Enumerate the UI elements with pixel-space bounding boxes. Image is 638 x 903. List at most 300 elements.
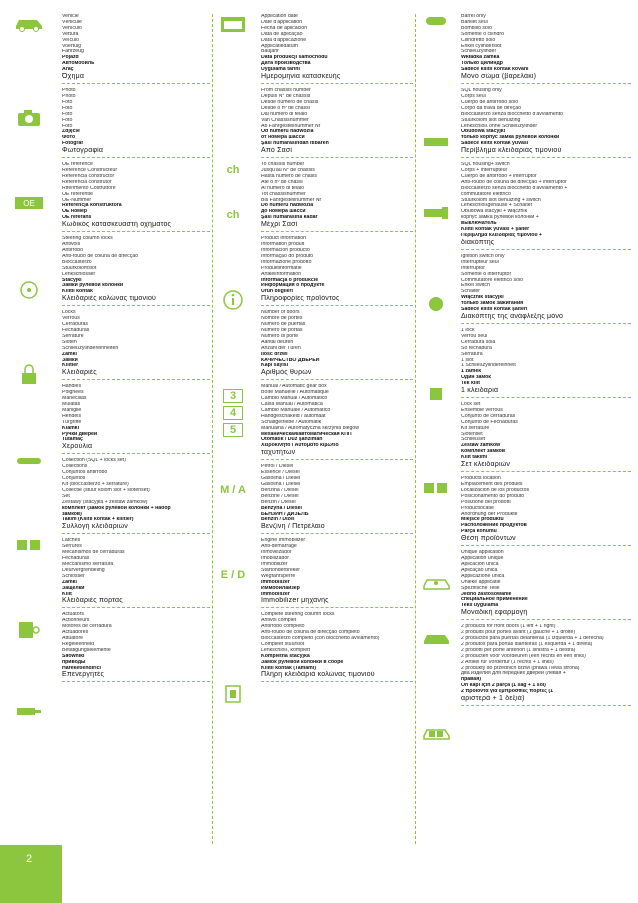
icon-label: E / D — [220, 569, 246, 581]
entry-line: Jedno zastosowanie — [461, 591, 512, 597]
entry-line: Дата производства — [261, 61, 311, 67]
entry-line: Διακόπτης της ανάφλεξης μόνο — [461, 312, 564, 320]
entry-line: Antivols — [62, 242, 81, 248]
entry-line: Benzyna / Diesel — [261, 505, 302, 511]
entry-line: Mecanismos de cerraduras — [62, 550, 125, 556]
entry-line: Hendels — [62, 413, 82, 419]
entry-line: Расположение продуктов — [461, 523, 527, 529]
entry-line: Cuerpo de antirrobo + interruptor — [461, 173, 537, 179]
entry-line: Baujahr — [261, 49, 279, 55]
entry-line: Manual / Automatic gear box — [261, 384, 327, 390]
entry-line: αριστερά + 1 δεξιά) — [461, 695, 525, 703]
entry-line: Imobilizador — [261, 556, 289, 562]
entry-line: Şasi numarasından itibaren — [261, 141, 329, 147]
entry-line: Σετ κλειδαριών — [461, 461, 511, 469]
entry-line: Lenkschloß ohne Schließzylinder — [461, 123, 538, 129]
entry-line: Bis Fahrgestellnummer Nr — [261, 197, 322, 203]
entry-line: Al numero di telaio — [261, 185, 304, 191]
entry-line: OE referentie — [62, 191, 93, 197]
entry-line: OE номер — [62, 209, 88, 215]
entry-line: Interruptor — [461, 265, 485, 271]
entry-line: БЕНЗИН / ДИЗЕЛЬ — [261, 511, 309, 517]
entry-line: Handles — [62, 384, 82, 390]
entry-line: Κωδικός κατασκευαστή οχήματος — [62, 221, 172, 229]
glossary-entry — [261, 88, 413, 158]
entry-line: Localización de los productos — [461, 487, 530, 493]
entry-line: Latches — [62, 538, 81, 544]
entry-line: Ön kapı için 2 parça (1 sağ + 1 sol) — [461, 683, 546, 689]
entry-line: Riferimento Costruttore — [62, 185, 116, 191]
entry-line: Startonderbreker — [261, 567, 300, 573]
entry-line: правая) — [461, 677, 481, 683]
entry-line: Collection (SQL + locks set) — [62, 458, 126, 464]
glossary-entry — [261, 384, 413, 460]
entry-line: Photo — [62, 88, 76, 94]
entry-line: Do numeru nadwozia — [261, 203, 314, 209]
entry-line: Gasolina / Diesel — [261, 476, 301, 482]
text-col-3 — [461, 14, 631, 710]
entry-line: Kompletna stacyjka — [261, 653, 310, 659]
entry-line: Somente o cilindro — [461, 31, 504, 37]
entry-line: Application date — [261, 14, 298, 19]
entry-line: Anordnung der Produkte — [461, 511, 518, 517]
entry-line: Θέση προϊόντων — [461, 535, 516, 543]
icon-label: M / A — [220, 484, 246, 496]
glossary-entry — [461, 476, 631, 546]
entry-line: Aplicación única — [461, 561, 499, 567]
entry-line: Takım (Kilitli kontak + kilitler) — [62, 517, 134, 523]
lock-icon — [12, 364, 46, 386]
entry-line: ταχυτήτων — [261, 449, 296, 457]
entry-line: Πλήρη κλειδαριά κολώνας τιμονιού — [261, 671, 375, 679]
entry-line: Επενεργητές — [62, 671, 105, 679]
entry-line: Schlösser — [62, 573, 85, 579]
entry-line: Lenkschlösser — [62, 271, 96, 277]
entry-line: Ürün bilgileri — [261, 289, 293, 295]
entry-line: Bloccasterzo — [62, 259, 92, 265]
entry-line: Pojazd — [62, 55, 79, 61]
entry-line: Foto — [62, 117, 73, 123]
entry-line: Μοναδική εφαρμογή — [461, 609, 528, 617]
entry-line: Sloten — [62, 339, 77, 345]
fuel-icon — [216, 569, 250, 581]
glossary-entry — [62, 538, 210, 608]
entry-line: Schließzylindereinheiten — [62, 345, 119, 351]
entry-line: Kit (bloccasterzo + serrature) — [62, 482, 129, 487]
entry-line: Cuerpo de antirrobo solo — [461, 99, 519, 105]
entry-line: Fecha de aplicación — [261, 25, 308, 31]
glossary-entry — [261, 612, 413, 682]
glossary-entry — [461, 14, 631, 84]
glossary-entry — [62, 162, 210, 232]
entry-line: Foto — [62, 99, 73, 105]
entry-line: Products location — [461, 476, 501, 482]
entry-line: Κλειδαριές κολώνας τιμονιού — [62, 295, 157, 303]
entry-line: Tek kilit — [461, 381, 480, 387]
entry-line: To chassis number — [261, 162, 305, 168]
entry-line: Caixa Manual / Automática — [261, 402, 323, 408]
entry-line: КАЧИЧЕСТВО ДВЕРЕЙ — [261, 357, 320, 363]
entry-line: Vettura — [62, 31, 79, 37]
entry-line: Vehículo — [62, 25, 82, 31]
entry-line: Product information — [261, 236, 306, 242]
entry-line: Ignition switch only — [461, 253, 505, 259]
entry-line: Foto — [62, 123, 73, 129]
entry-line: только замок зажигания — [461, 301, 524, 307]
entry-line: 1 Schließzylindereinheit — [461, 363, 516, 369]
entry-line: Χερούλια — [62, 443, 93, 451]
entry-line: Data d'applicazione — [261, 37, 307, 43]
entry-line: Commutatore elettrico solo — [461, 277, 523, 283]
entry-line: Informação do produto — [261, 253, 314, 259]
entry-line: SQL housing+ switch — [461, 162, 510, 168]
entry-line: Stacyjki — [62, 277, 82, 283]
entry-line: Serrures — [62, 544, 82, 550]
car-icon — [12, 14, 46, 32]
glossary-entry — [261, 464, 413, 534]
gearbox-icon — [216, 484, 250, 496]
entry-line: Obudowa stacyjki + włącznik — [461, 209, 528, 215]
glossary-entry — [62, 458, 210, 534]
entry-line: Lenkschloß, komplett — [261, 647, 311, 653]
entry-line: 1 lock — [461, 327, 475, 333]
entry-line: OE-Nummer — [62, 197, 92, 203]
entry-line: Enkel switch — [461, 283, 490, 289]
entry-line: Obudowa stacyjki — [461, 129, 506, 135]
entry-line: Иммобилайзер — [261, 585, 300, 591]
entry-line: Sadece kilitli kontak şalteri — [461, 307, 528, 313]
entry-line: Автомобиль — [62, 61, 95, 67]
door-count-icon — [216, 389, 250, 440]
entry-line: Miejsce produktu — [461, 517, 504, 523]
entry-line: приводы — [62, 659, 86, 665]
entry-line: Κλειδαριές — [62, 369, 97, 377]
entry-line: Benzin / Dizel — [261, 517, 295, 523]
entry-line: Desde número de chasis — [261, 99, 319, 105]
entry-line: Handgeschakeld / automaat — [261, 413, 326, 419]
entry-line: Zestawy (stacyjka + zestaw zamków) — [62, 499, 148, 505]
entry-line: Περίβλημα κλειδαριάς τιμονιού + — [461, 233, 542, 238]
entry-line: Şasi numarasına kadar — [261, 215, 318, 221]
entry-line: Essence / Diesel — [261, 470, 300, 476]
entry-line: Référence Constructeur — [62, 168, 118, 174]
entry-line: Conjunto de Fechaduras — [461, 419, 518, 425]
entry-line: Jusqu'au N° de chassis — [261, 168, 315, 174]
entry-line: Bloccasterzo completo (con blocchetto avviamento) — [261, 636, 380, 642]
entry-line: Véhicule — [62, 19, 82, 25]
text-col-2 — [261, 14, 413, 686]
barrel-icon — [419, 14, 453, 28]
entry-line: Artikelinformation — [261, 271, 302, 277]
divider-2 — [415, 14, 416, 844]
entry-line: Stuurkolomslot — [62, 265, 97, 271]
entry-line: Actionneurs — [62, 618, 90, 624]
info-icon — [216, 289, 250, 311]
entry-line: Συλλογή κλειδαριών — [62, 523, 129, 531]
entry-line: Benzin / Diesel — [261, 499, 296, 505]
glossary-entry — [261, 14, 413, 84]
entry-line: Corpo da trava de direção — [461, 105, 521, 111]
entry-line: Anzahl der Türen — [261, 345, 301, 351]
entry-line: Boîte Manuelle / Automatique — [261, 390, 329, 396]
entry-line: Cerradura sola — [461, 339, 496, 345]
entry-line: Data de aplicação — [261, 31, 303, 37]
glossary-entry — [62, 88, 210, 158]
entry-line: Barrel only — [461, 14, 486, 19]
entry-line: Schalter — [461, 289, 481, 295]
entry-line: Tekli uygulama — [461, 603, 499, 609]
entry-line: Enkel cylinderslot — [461, 43, 502, 49]
immobilizer-icon — [216, 684, 250, 704]
entry-line: Corps + interrupteur — [461, 168, 508, 174]
entry-line: Información producto — [261, 248, 310, 253]
entry-line: Anti-roubo de coluna de direcção + interruptor — [461, 179, 567, 185]
entry-line: 2 producten voor voordeuren (een rechts en een links) — [461, 653, 586, 659]
entry-line: Regeleenheid — [62, 641, 95, 647]
entry-line: Μόνο σώμα (βαρελάκι) — [461, 73, 537, 81]
entry-line: Cilindretto solo — [461, 37, 496, 43]
entry-line: Tot chassisnummer — [261, 191, 306, 197]
icon-label: ch — [226, 209, 240, 221]
entry-line: Voertuig — [62, 43, 82, 49]
entry-line: Parça konumu — [461, 529, 497, 535]
icon-label: ch — [226, 164, 240, 176]
entry-line: замков) — [62, 511, 82, 517]
entry-line: Zamki — [62, 351, 77, 357]
entry-line: 2 produits pour portes avant (1 gauche + 1 droite) — [461, 630, 576, 636]
entry-line: Tutamaç — [62, 437, 83, 443]
entry-line: Applicatiedatum — [261, 43, 298, 49]
entry-line: Número de puertas — [261, 322, 306, 328]
text-col-1 — [62, 14, 210, 686]
glossary-entry — [261, 236, 413, 306]
entry-line: Lock set — [461, 402, 481, 408]
entry-line: Date d'application — [261, 19, 303, 25]
entry-line: Stuurkolom slot behuizing — [461, 117, 521, 123]
entry-line: Schließzylinder — [461, 49, 497, 55]
entry-line: выключатель — [461, 221, 497, 227]
glossary-entry — [62, 612, 210, 682]
entry-line: 2 products for front doors (1 left + 1 right) — [461, 624, 556, 630]
entry-line: Από Σασί — [261, 147, 293, 155]
entry-line: Aantal deuren — [261, 339, 294, 345]
entry-line: Otomatik / Düz şanzıman — [261, 437, 323, 443]
entry-line: Ручки дверей — [62, 431, 98, 437]
entry-line: Maniglie — [62, 407, 82, 413]
entry-line: Foto — [62, 111, 73, 117]
entry-line: Até o nº de chassi — [261, 179, 303, 185]
entry-line: Slotenset — [461, 431, 483, 437]
entry-line: Desde o nº de chassi — [261, 105, 310, 111]
entry-line: Αριθμός θυρών — [261, 369, 312, 377]
entry-line: Conjuntos — [62, 476, 86, 482]
entry-line: 1 κλειδαριά — [461, 387, 499, 395]
entry-line: Od numeru nadwozia — [261, 129, 314, 135]
products-location-icon — [419, 574, 453, 592]
entry-line: διακόπτης — [461, 238, 495, 246]
entry-line: Informacja o produkcie — [261, 277, 319, 283]
entry-line: Antirrobo completo — [261, 624, 305, 630]
entry-line: Zestaw zamków — [461, 443, 501, 449]
entry-line: Engine Immobilizer — [261, 538, 306, 544]
entry-line: Attuatore — [62, 636, 84, 642]
entry-line: 2 productos para puertas delanteras (1 izquierda + 1 derecha) — [461, 636, 604, 642]
glossary-entry — [62, 310, 210, 380]
page-number-badge — [0, 845, 62, 903]
ignition-switch-icon — [419, 294, 453, 314]
entry-line: Fechaduras — [62, 556, 90, 562]
glossary-entry — [62, 384, 210, 454]
entry-line: Uygulama tarihi — [261, 67, 300, 73]
entry-line: Unique application — [461, 550, 504, 556]
entry-line: Immobilizer — [261, 561, 288, 567]
entry-line: два изделия для передних дверей (левая + — [461, 671, 566, 677]
entry-line: только корпус замка рулевой колонки — [461, 135, 560, 141]
entry-line: Actuadores — [62, 630, 89, 636]
entry-line: Collections — [62, 464, 88, 470]
entry-line: корпус замка рулевой колонки + — [461, 215, 539, 221]
entry-line: Araç — [62, 67, 74, 73]
entry-line: Fechaduras — [62, 327, 90, 333]
entry-line: Poignées — [62, 390, 84, 396]
entry-line: Número de portas — [261, 327, 303, 333]
entry-line: Πληροφορίες προϊόντος — [261, 295, 340, 303]
entry-line: Interrupteur seul — [461, 259, 499, 265]
entry-line: Klamki — [62, 425, 80, 431]
entry-line: Όχημα — [62, 73, 85, 81]
entry-line: 1 slot — [461, 357, 474, 363]
entry-line: Photo — [62, 93, 76, 99]
glossary-entry — [461, 402, 631, 472]
glossary-entry — [261, 538, 413, 608]
entry-line: 2 produkty do przednich drzwi (prawa i lewa strona) — [461, 665, 580, 671]
entry-line: Applicazione unica — [461, 573, 505, 579]
oe-reference-icon — [12, 194, 46, 212]
entry-line: Zamki — [62, 579, 77, 585]
entry-line: SQL housing only — [461, 88, 502, 94]
divider-1 — [212, 14, 213, 844]
entry-line: Manecillas — [62, 396, 87, 402]
entry-line: Türgriffe — [62, 419, 82, 425]
entry-line: Application unique — [461, 556, 504, 562]
glossary-entry — [461, 328, 631, 398]
entry-line: Actuators — [62, 612, 84, 618]
glossary-entry — [261, 310, 413, 380]
unique-application-icon — [419, 629, 453, 647]
entry-line: Lenkschloßgehäuse + Schalter — [461, 203, 533, 209]
entry-line: Sadece kilitli kontak kovanı — [461, 67, 529, 73]
entry-line: Kilitli kontak — [62, 289, 93, 295]
entry-line: Βενζίνη / Πετρέλαιο — [261, 523, 325, 531]
entry-line: Schließset — [461, 437, 486, 443]
entry-line: Hasta número de chasis — [261, 173, 317, 179]
latches-icon — [12, 619, 46, 641]
entry-line: Фото — [62, 135, 76, 141]
one-lock-icon — [419, 384, 453, 404]
entry-line: Steering column locks — [62, 236, 113, 242]
calendar-icon — [216, 14, 250, 34]
entry-line: Productlocatie — [461, 505, 494, 511]
entry-line: Corps seul — [461, 93, 486, 99]
entry-line: Kilit takımı — [461, 455, 488, 461]
entry-line: Produktinformatie — [261, 265, 302, 271]
entry-line: Περίβλημα κλειδαριάς τιμονιού — [461, 147, 562, 155]
entry-line: Защелки — [62, 585, 85, 591]
entry-line: Complete steering column locks — [261, 612, 335, 618]
actuator-icon — [12, 704, 46, 718]
entry-line: Włącznik stacyjki — [461, 295, 504, 301]
entry-line: Collectie (stuur kolom slot + slotenset) — [62, 487, 150, 493]
entry-line: Wegfahrsperre — [261, 573, 296, 579]
entry-line: Set — [62, 493, 70, 499]
entry-line: Ημερομηνία κατασκευής — [261, 73, 341, 81]
entry-line: специальное применение — [461, 597, 528, 603]
entry-line: Conjuntos antirrobo — [62, 470, 108, 476]
entry-line: Meccanismo serratura — [62, 561, 114, 567]
entry-line: Dal numero di telaio — [261, 111, 308, 117]
entry-line: Serratura — [461, 351, 483, 357]
entry-line: Manualna / Automatyczna skrzynia biegów — [261, 425, 360, 431]
entry-line: Bloccasterzo senza blocchetto d'avviamento — [461, 111, 563, 117]
chassis-from-icon — [216, 164, 250, 176]
entry-line: 2 prodotti per porte anteriori (1 sinistra + 1 destra) — [461, 647, 576, 653]
glossary-entry — [461, 624, 631, 706]
handle-icon — [12, 454, 46, 468]
lock-set-icon — [419, 479, 453, 497]
entry-line: Kilit — [62, 591, 72, 597]
entry-line: commutatore elettrico — [461, 191, 511, 197]
entry-line: Kapı sayısı — [261, 363, 289, 369]
entry-line: Verrous — [62, 316, 80, 322]
door-count-label: 4 — [223, 406, 243, 420]
entry-line: Anti-roubo de coluna de direcção — [62, 253, 139, 259]
entry-line: Anti-démarrage — [261, 544, 297, 550]
entry-line: Information produit — [261, 242, 305, 248]
entry-line: Kit serrature — [461, 425, 490, 431]
page-number: 2 — [26, 853, 33, 865]
entry-line: Number of doors — [261, 310, 300, 316]
chassis-to-icon — [216, 209, 250, 221]
entry-line: Antivol complet — [261, 618, 297, 624]
entry-line: Veículo — [62, 37, 80, 43]
entry-line: Betätigungselemente — [62, 647, 111, 653]
entry-line: From chassis number — [261, 88, 311, 94]
entry-line: Benzine / Diesel — [261, 493, 299, 499]
entry-line: Замки — [62, 357, 78, 363]
entry-line: Conjunto de cerraduras — [461, 413, 516, 419]
entry-line: Замок рулевой колонки в сборе — [261, 659, 344, 665]
entry-line: Hareketlendirici — [62, 665, 101, 671]
svg-text:OE: OE — [23, 199, 35, 208]
entry-line: Benzina / Diesel — [261, 487, 299, 493]
entry-line: Nombre de portes — [261, 316, 303, 322]
entry-line: Wkładka zamka — [461, 55, 500, 61]
entry-line: Χειροκίνητο / Αυτόματο κιβώτιο — [261, 443, 339, 449]
entry-line: Информация о продукте — [261, 283, 325, 289]
entry-line: Cambio Manuale / Automatico — [261, 407, 331, 413]
entry-line: Zdjęcie — [62, 129, 80, 135]
entry-line: Cerraduras — [62, 322, 88, 328]
glossary-entry — [461, 162, 631, 250]
entry-line: OE referans — [62, 215, 92, 221]
door-count-label: 3 — [223, 389, 243, 403]
entry-line: 2 προϊόντα για εμπρόσθιες πόρτες (1 — [461, 689, 554, 695]
entry-line: Aplicação única — [461, 567, 498, 573]
entry-line: Замки рулевой колонки — [62, 283, 124, 289]
entry-line: Mulatas — [62, 402, 81, 408]
entry-line: Один замок — [461, 375, 491, 381]
entry-line: Φωτογραφία — [62, 147, 104, 155]
